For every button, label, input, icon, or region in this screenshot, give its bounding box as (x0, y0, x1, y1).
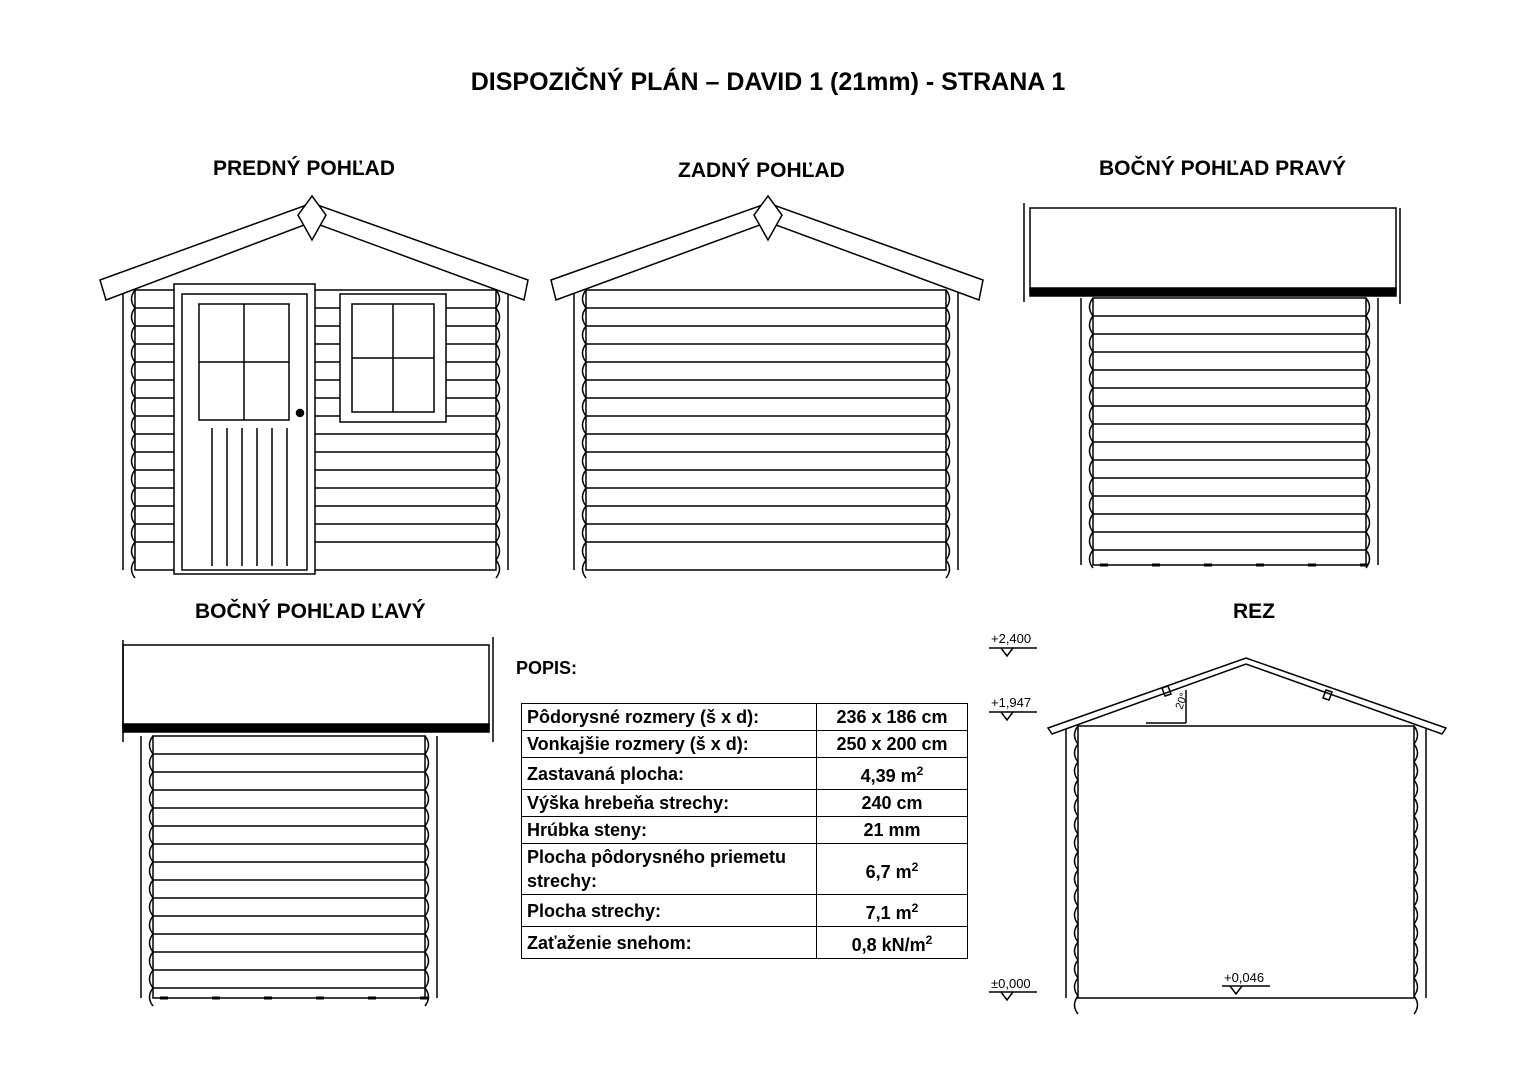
spec-value: 21 mm (817, 817, 968, 844)
spec-label: Zaťaženie snehom: (522, 927, 817, 959)
elevation-top-label: +2,400 (991, 631, 1032, 646)
section-interior (1078, 726, 1414, 998)
spec-label: Výška hrebeňa strechy: (522, 790, 817, 817)
elevation-marker (1230, 986, 1242, 994)
spec-label: Vonkajšie rozmery (š x d): (522, 731, 817, 758)
spec-label: Plocha strechy: (522, 895, 817, 927)
elevation-marker (1001, 992, 1013, 1000)
description-label: POPIS: (516, 658, 578, 678)
section-roof (1048, 658, 1446, 734)
elevation-ground-label: ±0,000 (991, 976, 1031, 991)
roof-panel (123, 645, 489, 728)
front-view-label: PREDNÝ POHĽAD (213, 157, 396, 180)
section-view-label: REZ (1233, 600, 1275, 623)
spec-value: 0,8 $kN/m^2$ (817, 927, 968, 959)
spec-value: 236 x 186 cm (817, 704, 968, 731)
door-handle (297, 410, 304, 417)
spec-value: 250 x 200 cm (817, 731, 968, 758)
side-right-view-label: BOČNÝ POHĽAD PRAVÝ (1099, 157, 1346, 180)
gable-ornament (754, 196, 782, 240)
spec-value: 4,39 $m^2$ (817, 758, 968, 790)
roof-angle-label: 20° (1173, 691, 1191, 712)
spec-value: 6,7 $m^2$ (817, 844, 968, 895)
back-view-label: ZADNÝ POHĽAD (678, 159, 845, 182)
gable-ornament (298, 196, 326, 240)
spec-value: 240 cm (817, 790, 968, 817)
elevation-eave-label: +1,947 (991, 695, 1032, 710)
spec-label: Zastavaná plocha: (522, 758, 817, 790)
back-wall (586, 290, 946, 570)
page-title: DISPOZIČNÝ PLÁN – DAVID 1 (21mm) - STRANA 1 (470, 68, 1066, 96)
spec-label: Pôdorysné rozmery (š x d): (522, 704, 817, 731)
elevation-marker (1001, 712, 1013, 720)
elevation-marker (1001, 648, 1013, 656)
spec-label: Hrúbka steny: (522, 817, 817, 844)
side-left-view-label: BOČNÝ POHĽAD ĽAVÝ (195, 600, 426, 623)
elevation-floor-label: +0,046 (1224, 970, 1265, 985)
side-wall (153, 736, 425, 998)
roof-fascia (1030, 288, 1396, 296)
roof-fascia (123, 724, 489, 732)
spec-value: 7,1 $m^2$ (817, 895, 968, 927)
roof-panel (1030, 208, 1396, 291)
side-wall (1093, 298, 1366, 565)
spec-label: Plocha pôdorysného priemetu strechy: (522, 844, 817, 895)
